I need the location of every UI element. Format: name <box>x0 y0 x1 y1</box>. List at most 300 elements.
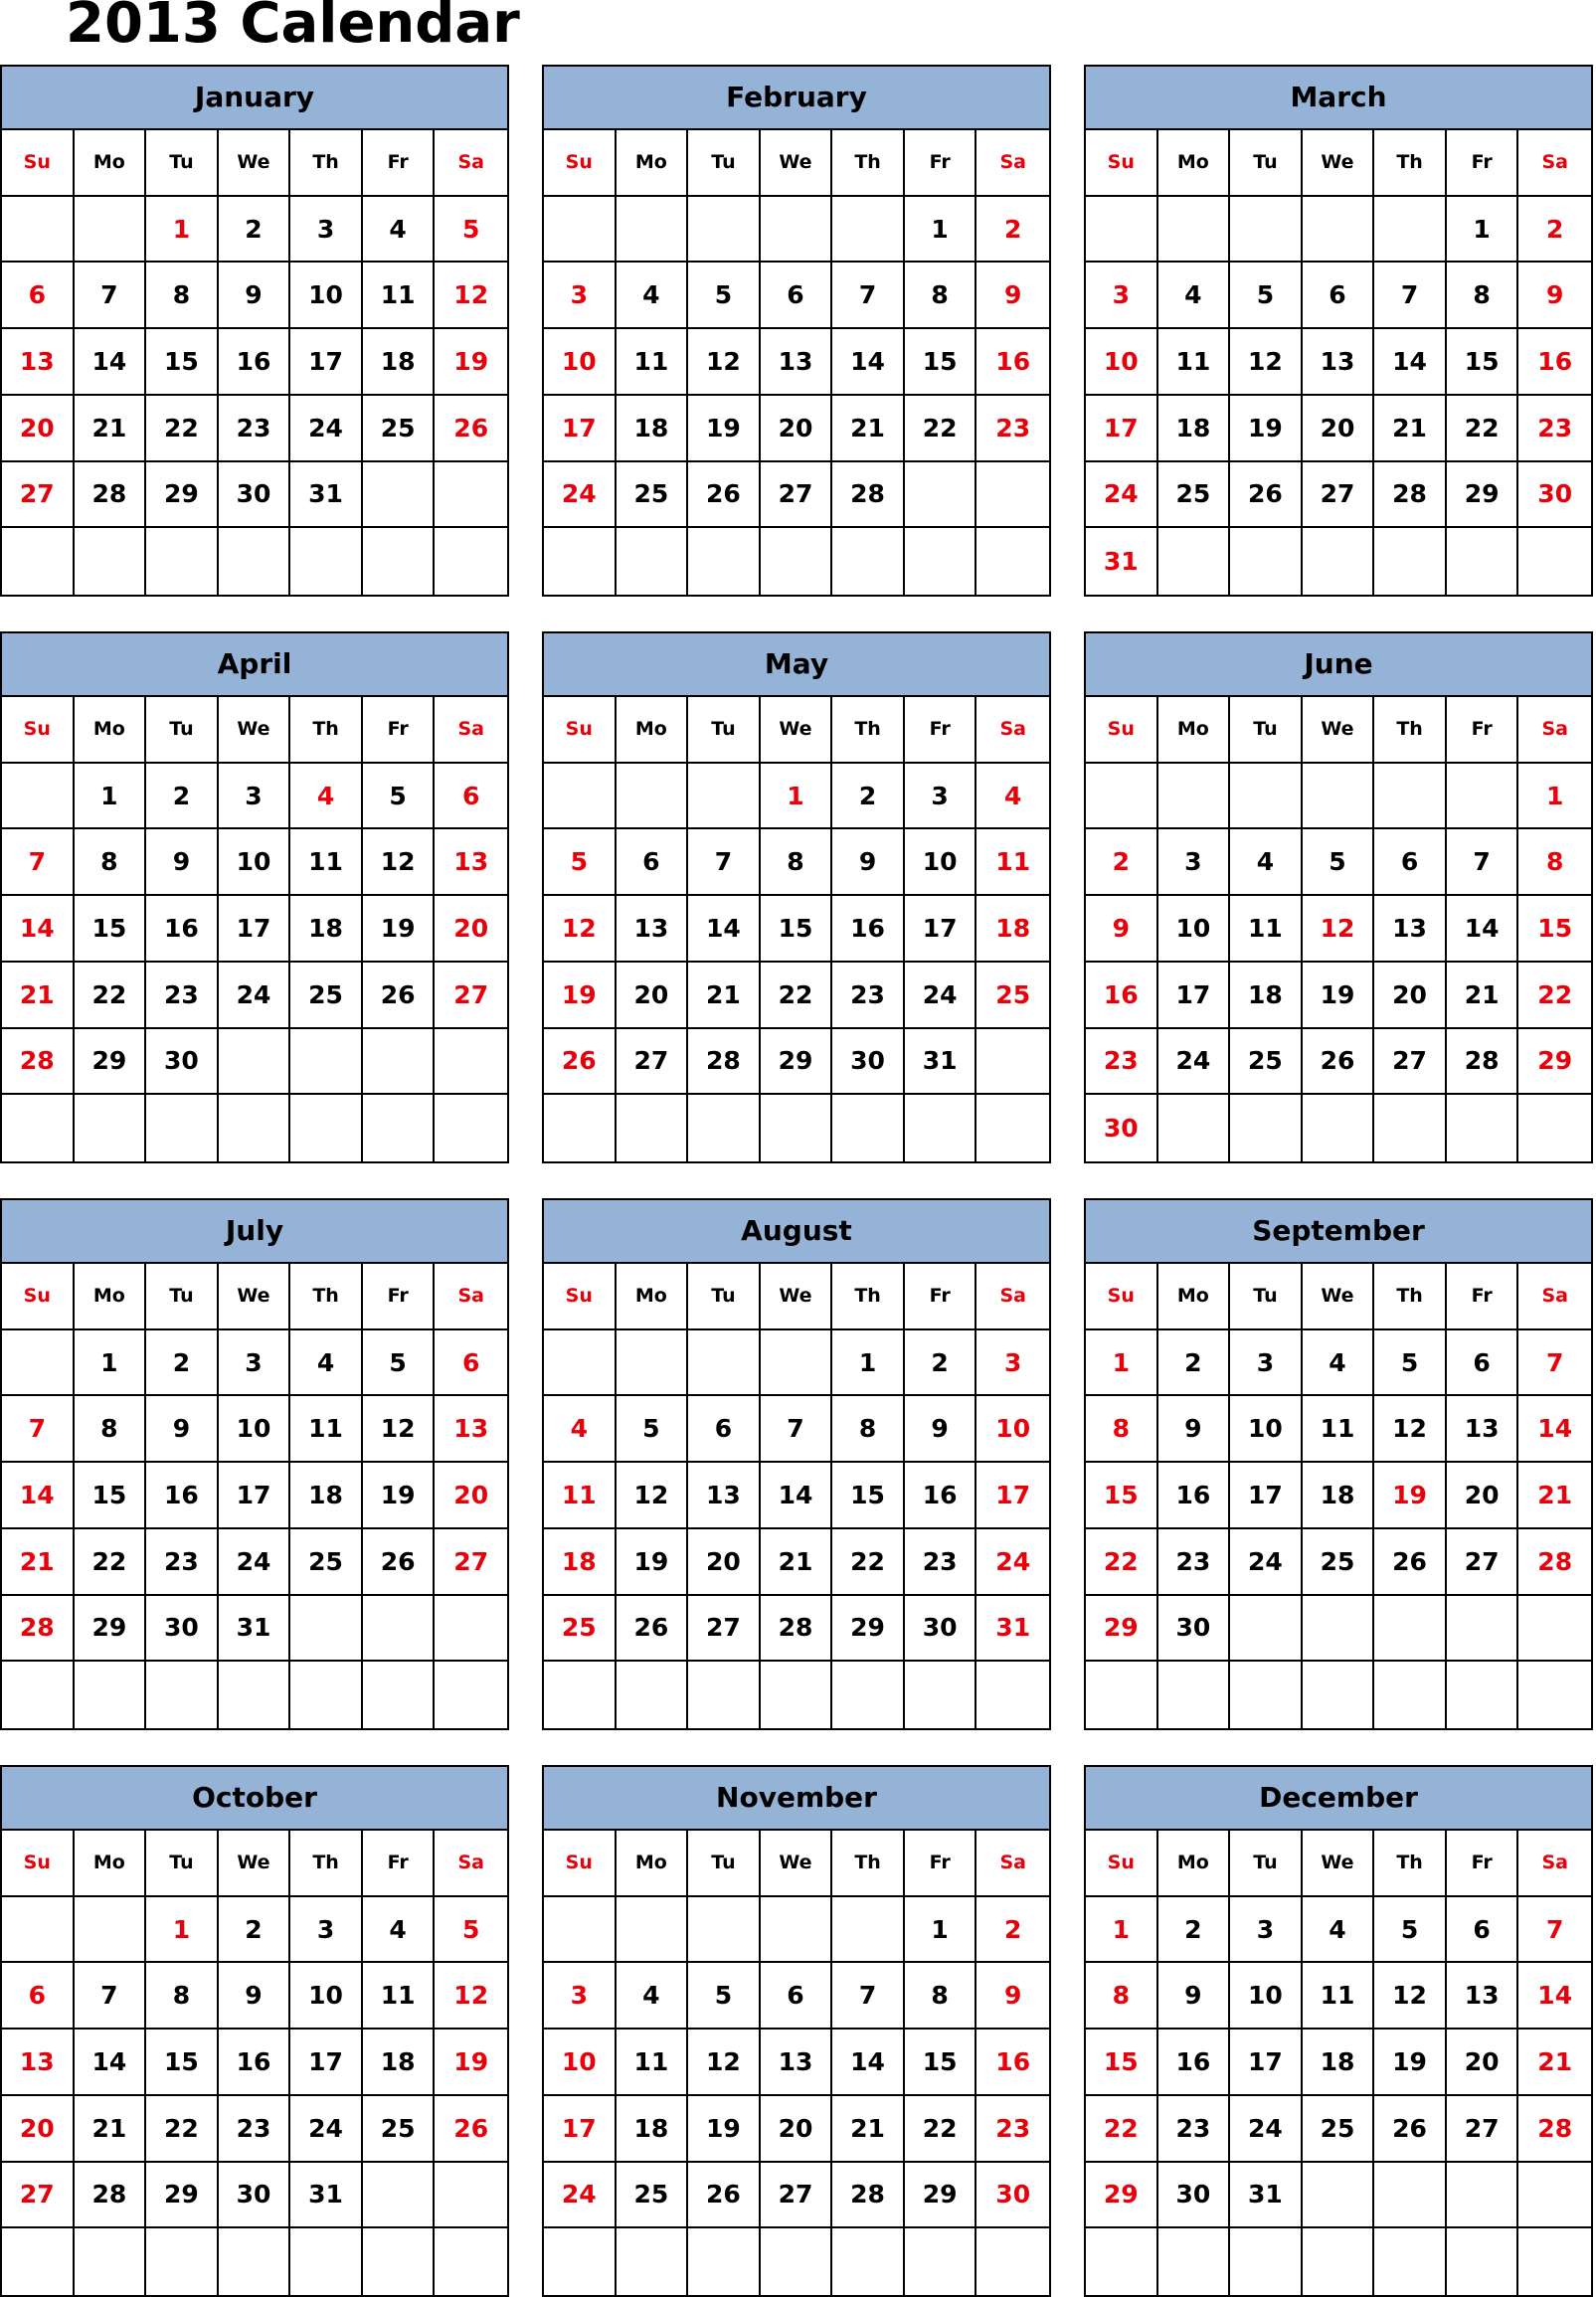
empty-day-cell <box>761 1330 833 1397</box>
empty-day-cell <box>1086 2228 1158 2295</box>
day-cell: 27 <box>617 1029 689 1096</box>
day-cell: 8 <box>905 263 977 329</box>
day-cell: 31 <box>1086 528 1158 595</box>
day-cell: 28 <box>761 1596 833 1663</box>
weekday-header: Fr <box>1447 697 1519 764</box>
day-cell: 23 <box>832 963 905 1029</box>
day-cell: 13 <box>761 329 833 396</box>
day-cell: 26 <box>1374 2096 1447 2163</box>
day-cell: 12 <box>1374 1396 1447 1463</box>
day-cell: 16 <box>1086 963 1158 1029</box>
weekday-header: Tu <box>146 1264 219 1330</box>
day-cell: 12 <box>688 329 761 396</box>
day-cell: 12 <box>1303 896 1375 963</box>
empty-day-cell <box>290 1029 363 1096</box>
empty-day-cell <box>544 1330 617 1397</box>
day-cell: 9 <box>146 829 219 896</box>
empty-day-cell <box>1447 1095 1519 1161</box>
day-cell: 25 <box>976 963 1049 1029</box>
day-cell: 16 <box>832 896 905 963</box>
day-cell: 22 <box>146 2096 219 2163</box>
day-cell: 8 <box>905 1963 977 2030</box>
day-cell: 3 <box>290 1897 363 1964</box>
weekday-header: Tu <box>688 130 761 197</box>
day-cell: 6 <box>688 1396 761 1463</box>
weekday-header: Sa <box>976 1264 1049 1330</box>
day-cell: 30 <box>905 1596 977 1663</box>
day-cell: 26 <box>363 1529 436 1596</box>
day-cell: 8 <box>1086 1963 1158 2030</box>
weekday-header: Fr <box>363 697 436 764</box>
weekday-header: Fr <box>1447 1264 1519 1330</box>
empty-day-cell <box>976 1662 1049 1728</box>
day-cell: 25 <box>544 1596 617 1663</box>
day-cell: 27 <box>1303 462 1375 529</box>
day-cell: 17 <box>219 1463 291 1529</box>
empty-day-cell <box>617 1095 689 1161</box>
day-cell: 6 <box>435 764 507 830</box>
day-cell: 7 <box>1518 1330 1591 1397</box>
day-cell: 31 <box>976 1596 1049 1663</box>
weekday-header: Su <box>544 130 617 197</box>
day-cell: 18 <box>1158 396 1231 462</box>
empty-day-cell <box>363 462 436 529</box>
day-cell: 26 <box>1230 462 1303 529</box>
weekday-header: Th <box>290 130 363 197</box>
day-cell: 10 <box>1230 1963 1303 2030</box>
empty-day-cell <box>75 1897 147 1964</box>
day-cell: 21 <box>75 2096 147 2163</box>
month-name: December <box>1086 1767 1591 1831</box>
day-cell: 22 <box>905 2096 977 2163</box>
day-cell: 1 <box>146 1897 219 1964</box>
empty-day-cell <box>1447 528 1519 595</box>
day-cell: 13 <box>2 2030 75 2096</box>
day-cell: 19 <box>435 2030 507 2096</box>
month-grid <box>2 130 507 595</box>
empty-day-cell <box>435 528 507 595</box>
month-name: September <box>1086 1200 1591 1264</box>
empty-day-cell <box>146 1095 219 1161</box>
day-cell: 29 <box>905 2163 977 2229</box>
weekday-header: Th <box>290 1264 363 1330</box>
empty-day-cell <box>1303 1662 1375 1728</box>
day-cell: 18 <box>290 896 363 963</box>
day-cell: 2 <box>146 764 219 830</box>
day-cell: 6 <box>617 829 689 896</box>
day-cell: 1 <box>1086 1330 1158 1397</box>
day-cell: 23 <box>219 2096 291 2163</box>
empty-day-cell <box>1303 528 1375 595</box>
day-cell: 22 <box>75 1529 147 1596</box>
weekday-header: Mo <box>75 1831 147 1897</box>
empty-day-cell <box>1303 197 1375 264</box>
day-cell: 9 <box>1518 263 1591 329</box>
day-cell: 15 <box>146 2030 219 2096</box>
day-cell: 7 <box>1518 1897 1591 1964</box>
day-cell: 15 <box>1518 896 1591 963</box>
day-cell: 19 <box>1230 396 1303 462</box>
day-cell: 28 <box>1374 462 1447 529</box>
day-cell: 1 <box>75 764 147 830</box>
day-cell: 24 <box>219 1529 291 1596</box>
weekday-header: Su <box>1086 1264 1158 1330</box>
empty-day-cell <box>905 2228 977 2295</box>
day-cell: 11 <box>290 1396 363 1463</box>
empty-day-cell <box>1518 2163 1591 2229</box>
day-cell: 4 <box>617 1963 689 2030</box>
day-cell: 1 <box>832 1330 905 1397</box>
day-cell: 20 <box>1303 396 1375 462</box>
day-cell: 12 <box>435 263 507 329</box>
day-cell: 29 <box>1447 462 1519 529</box>
empty-day-cell <box>1230 764 1303 830</box>
empty-day-cell <box>363 1596 436 1663</box>
empty-day-cell <box>832 1095 905 1161</box>
empty-day-cell <box>617 764 689 830</box>
day-cell: 8 <box>1518 829 1591 896</box>
day-cell: 18 <box>617 396 689 462</box>
day-cell: 8 <box>1086 1396 1158 1463</box>
empty-day-cell <box>1158 197 1231 264</box>
day-cell: 13 <box>1447 1396 1519 1463</box>
empty-day-cell <box>219 1029 291 1096</box>
day-cell: 17 <box>1230 1463 1303 1529</box>
day-cell: 30 <box>1518 462 1591 529</box>
day-cell: 28 <box>75 2163 147 2229</box>
day-cell: 29 <box>1086 1596 1158 1663</box>
day-cell: 28 <box>688 1029 761 1096</box>
day-cell: 27 <box>435 1529 507 1596</box>
day-cell: 5 <box>617 1396 689 1463</box>
day-cell: 28 <box>1447 1029 1519 1096</box>
day-cell: 12 <box>1374 1963 1447 2030</box>
weekday-header: Tu <box>688 1264 761 1330</box>
day-cell: 10 <box>905 829 977 896</box>
empty-day-cell <box>761 1095 833 1161</box>
day-cell: 21 <box>688 963 761 1029</box>
empty-day-cell <box>544 197 617 264</box>
day-cell: 10 <box>219 829 291 896</box>
weekday-header: Th <box>290 697 363 764</box>
empty-day-cell <box>544 764 617 830</box>
day-cell: 14 <box>75 329 147 396</box>
day-cell: 15 <box>1447 329 1519 396</box>
day-cell: 13 <box>1447 1963 1519 2030</box>
day-cell: 8 <box>832 1396 905 1463</box>
day-cell: 8 <box>146 1963 219 2030</box>
day-cell: 1 <box>1447 197 1519 264</box>
day-cell: 29 <box>146 2163 219 2229</box>
empty-day-cell <box>688 2228 761 2295</box>
day-cell: 18 <box>1303 1463 1375 1529</box>
empty-day-cell <box>2 1095 75 1161</box>
day-cell: 19 <box>363 896 436 963</box>
day-cell: 1 <box>905 1897 977 1964</box>
day-cell: 10 <box>290 263 363 329</box>
day-cell: 11 <box>363 263 436 329</box>
day-cell: 24 <box>1086 462 1158 529</box>
day-cell: 8 <box>1447 263 1519 329</box>
day-cell: 11 <box>1303 1396 1375 1463</box>
day-cell: 18 <box>363 2030 436 2096</box>
day-cell: 26 <box>1303 1029 1375 1096</box>
day-cell: 9 <box>1158 1963 1231 2030</box>
day-cell: 10 <box>290 1963 363 2030</box>
empty-day-cell <box>905 1095 977 1161</box>
empty-day-cell <box>290 2228 363 2295</box>
day-cell: 25 <box>617 2163 689 2229</box>
day-cell: 31 <box>290 462 363 529</box>
day-cell: 7 <box>832 1963 905 2030</box>
day-cell: 19 <box>688 2096 761 2163</box>
weekday-header: We <box>219 1831 291 1897</box>
day-cell: 26 <box>688 2163 761 2229</box>
day-cell: 29 <box>761 1029 833 1096</box>
day-cell: 19 <box>544 963 617 1029</box>
month-grid <box>2 1831 507 2295</box>
day-cell: 8 <box>75 1396 147 1463</box>
day-cell: 8 <box>146 263 219 329</box>
day-cell: 24 <box>544 462 617 529</box>
day-cell: 12 <box>435 1963 507 2030</box>
day-cell: 19 <box>1374 2030 1447 2096</box>
weekday-header: Sa <box>976 697 1049 764</box>
day-cell: 7 <box>1374 263 1447 329</box>
day-cell: 24 <box>290 2096 363 2163</box>
day-cell: 14 <box>75 2030 147 2096</box>
day-cell: 8 <box>761 829 833 896</box>
empty-day-cell <box>1518 1596 1591 1663</box>
day-cell: 30 <box>832 1029 905 1096</box>
day-cell: 22 <box>146 396 219 462</box>
day-cell: 17 <box>1158 963 1231 1029</box>
day-cell: 30 <box>146 1596 219 1663</box>
weekday-header: We <box>761 697 833 764</box>
day-cell: 21 <box>1374 396 1447 462</box>
empty-day-cell <box>544 528 617 595</box>
day-cell: 3 <box>1230 1897 1303 1964</box>
day-cell: 4 <box>1303 1897 1375 1964</box>
day-cell: 5 <box>544 829 617 896</box>
day-cell: 5 <box>1303 829 1375 896</box>
day-cell: 24 <box>544 2163 617 2229</box>
empty-day-cell <box>1158 528 1231 595</box>
day-cell: 18 <box>617 2096 689 2163</box>
day-cell: 18 <box>976 896 1049 963</box>
day-cell: 23 <box>905 1529 977 1596</box>
month-june <box>1084 631 1593 1163</box>
empty-day-cell <box>290 1596 363 1663</box>
empty-day-cell <box>976 528 1049 595</box>
weekday-header: Tu <box>146 130 219 197</box>
day-cell: 2 <box>146 1330 219 1397</box>
empty-day-cell <box>832 2228 905 2295</box>
day-cell: 10 <box>1158 896 1231 963</box>
day-cell: 29 <box>1086 2163 1158 2229</box>
day-cell: 26 <box>1374 1529 1447 1596</box>
empty-day-cell <box>617 1330 689 1397</box>
day-cell: 15 <box>905 329 977 396</box>
day-cell: 1 <box>905 197 977 264</box>
day-cell: 9 <box>1158 1396 1231 1463</box>
day-cell: 30 <box>146 1029 219 1096</box>
empty-day-cell <box>2 1330 75 1397</box>
day-cell: 23 <box>146 963 219 1029</box>
empty-day-cell <box>146 528 219 595</box>
empty-day-cell <box>617 528 689 595</box>
weekday-header: Su <box>2 1831 75 1897</box>
weekday-header: Fr <box>363 1264 436 1330</box>
empty-day-cell <box>1447 2228 1519 2295</box>
day-cell: 4 <box>290 764 363 830</box>
empty-day-cell <box>1086 764 1158 830</box>
empty-day-cell <box>146 1662 219 1728</box>
day-cell: 24 <box>905 963 977 1029</box>
empty-day-cell <box>1303 1095 1375 1161</box>
empty-day-cell <box>1086 1662 1158 1728</box>
weekday-header: Sa <box>435 1831 507 1897</box>
day-cell: 11 <box>290 829 363 896</box>
month-name: May <box>544 633 1049 697</box>
weekday-header: Sa <box>435 697 507 764</box>
day-cell: 23 <box>1518 396 1591 462</box>
empty-day-cell <box>363 1029 436 1096</box>
weekday-header: Sa <box>1518 697 1591 764</box>
month-name: November <box>544 1767 1049 1831</box>
day-cell: 4 <box>290 1330 363 1397</box>
weekday-header: Tu <box>688 1831 761 1897</box>
day-cell: 6 <box>761 263 833 329</box>
month-september <box>1084 1198 1593 1730</box>
day-cell: 2 <box>1158 1330 1231 1397</box>
weekday-header: We <box>219 697 291 764</box>
day-cell: 25 <box>1303 2096 1375 2163</box>
day-cell: 27 <box>1447 2096 1519 2163</box>
empty-day-cell <box>976 1029 1049 1096</box>
day-cell: 7 <box>1447 829 1519 896</box>
day-cell: 29 <box>146 462 219 529</box>
day-cell: 17 <box>290 329 363 396</box>
empty-day-cell <box>688 764 761 830</box>
empty-day-cell <box>1158 1662 1231 1728</box>
weekday-header: Sa <box>1518 1264 1591 1330</box>
day-cell: 9 <box>832 829 905 896</box>
empty-day-cell <box>1374 1596 1447 1663</box>
empty-day-cell <box>1158 2228 1231 2295</box>
empty-day-cell <box>761 528 833 595</box>
weekday-header: Fr <box>905 130 977 197</box>
empty-day-cell <box>219 528 291 595</box>
empty-day-cell <box>2 528 75 595</box>
empty-day-cell <box>363 2228 436 2295</box>
month-january <box>0 65 509 597</box>
day-cell: 18 <box>544 1529 617 1596</box>
day-cell: 20 <box>1374 963 1447 1029</box>
day-cell: 28 <box>75 462 147 529</box>
empty-day-cell <box>688 1662 761 1728</box>
day-cell: 23 <box>219 396 291 462</box>
day-cell: 4 <box>1230 829 1303 896</box>
empty-day-cell <box>1374 528 1447 595</box>
empty-day-cell <box>363 1662 436 1728</box>
weekday-header: We <box>761 1831 833 1897</box>
day-cell: 19 <box>1303 963 1375 1029</box>
empty-day-cell <box>1374 197 1447 264</box>
day-cell: 17 <box>544 396 617 462</box>
day-cell: 15 <box>761 896 833 963</box>
empty-day-cell <box>363 1095 436 1161</box>
day-cell: 20 <box>435 896 507 963</box>
empty-day-cell <box>435 1596 507 1663</box>
empty-day-cell <box>435 1095 507 1161</box>
day-cell: 12 <box>1230 329 1303 396</box>
day-cell: 4 <box>976 764 1049 830</box>
day-cell: 31 <box>219 1596 291 1663</box>
empty-day-cell <box>617 1897 689 1964</box>
empty-day-cell <box>1230 1095 1303 1161</box>
weekday-header: We <box>1303 697 1375 764</box>
weekday-header: Tu <box>1230 1264 1303 1330</box>
day-cell: 17 <box>905 896 977 963</box>
day-cell: 19 <box>363 1463 436 1529</box>
day-cell: 22 <box>1447 396 1519 462</box>
day-cell: 12 <box>363 829 436 896</box>
month-grid <box>1086 1264 1591 1728</box>
weekday-header: Mo <box>1158 697 1231 764</box>
weekday-header: Tu <box>1230 130 1303 197</box>
day-cell: 16 <box>1518 329 1591 396</box>
day-cell: 25 <box>1230 1029 1303 1096</box>
empty-day-cell <box>435 462 507 529</box>
day-cell: 14 <box>832 329 905 396</box>
empty-day-cell <box>544 1095 617 1161</box>
month-october <box>0 1765 509 2297</box>
empty-day-cell <box>363 528 436 595</box>
empty-day-cell <box>2 197 75 264</box>
day-cell: 20 <box>435 1463 507 1529</box>
empty-day-cell <box>1303 2163 1375 2229</box>
day-cell: 13 <box>1374 896 1447 963</box>
day-cell: 27 <box>761 2163 833 2229</box>
day-cell: 26 <box>688 462 761 529</box>
day-cell: 13 <box>435 1396 507 1463</box>
day-cell: 15 <box>146 329 219 396</box>
day-cell: 1 <box>1086 1897 1158 1964</box>
month-march <box>1084 65 1593 597</box>
empty-day-cell <box>544 1897 617 1964</box>
weekday-header: Sa <box>435 1264 507 1330</box>
day-cell: 19 <box>435 329 507 396</box>
day-cell: 16 <box>146 1463 219 1529</box>
day-cell: 25 <box>290 963 363 1029</box>
weekday-header: Su <box>2 130 75 197</box>
day-cell: 20 <box>761 2096 833 2163</box>
weekday-header: We <box>219 1264 291 1330</box>
day-cell: 10 <box>1230 1396 1303 1463</box>
day-cell: 13 <box>2 329 75 396</box>
day-cell: 13 <box>761 2030 833 2096</box>
day-cell: 4 <box>544 1396 617 1463</box>
day-cell: 5 <box>435 1897 507 1964</box>
day-cell: 6 <box>761 1963 833 2030</box>
empty-day-cell <box>832 1897 905 1964</box>
weekday-header: Fr <box>905 1264 977 1330</box>
month-name: February <box>544 67 1049 130</box>
day-cell: 5 <box>363 1330 436 1397</box>
month-grid <box>544 1831 1049 2295</box>
day-cell: 2 <box>1518 197 1591 264</box>
